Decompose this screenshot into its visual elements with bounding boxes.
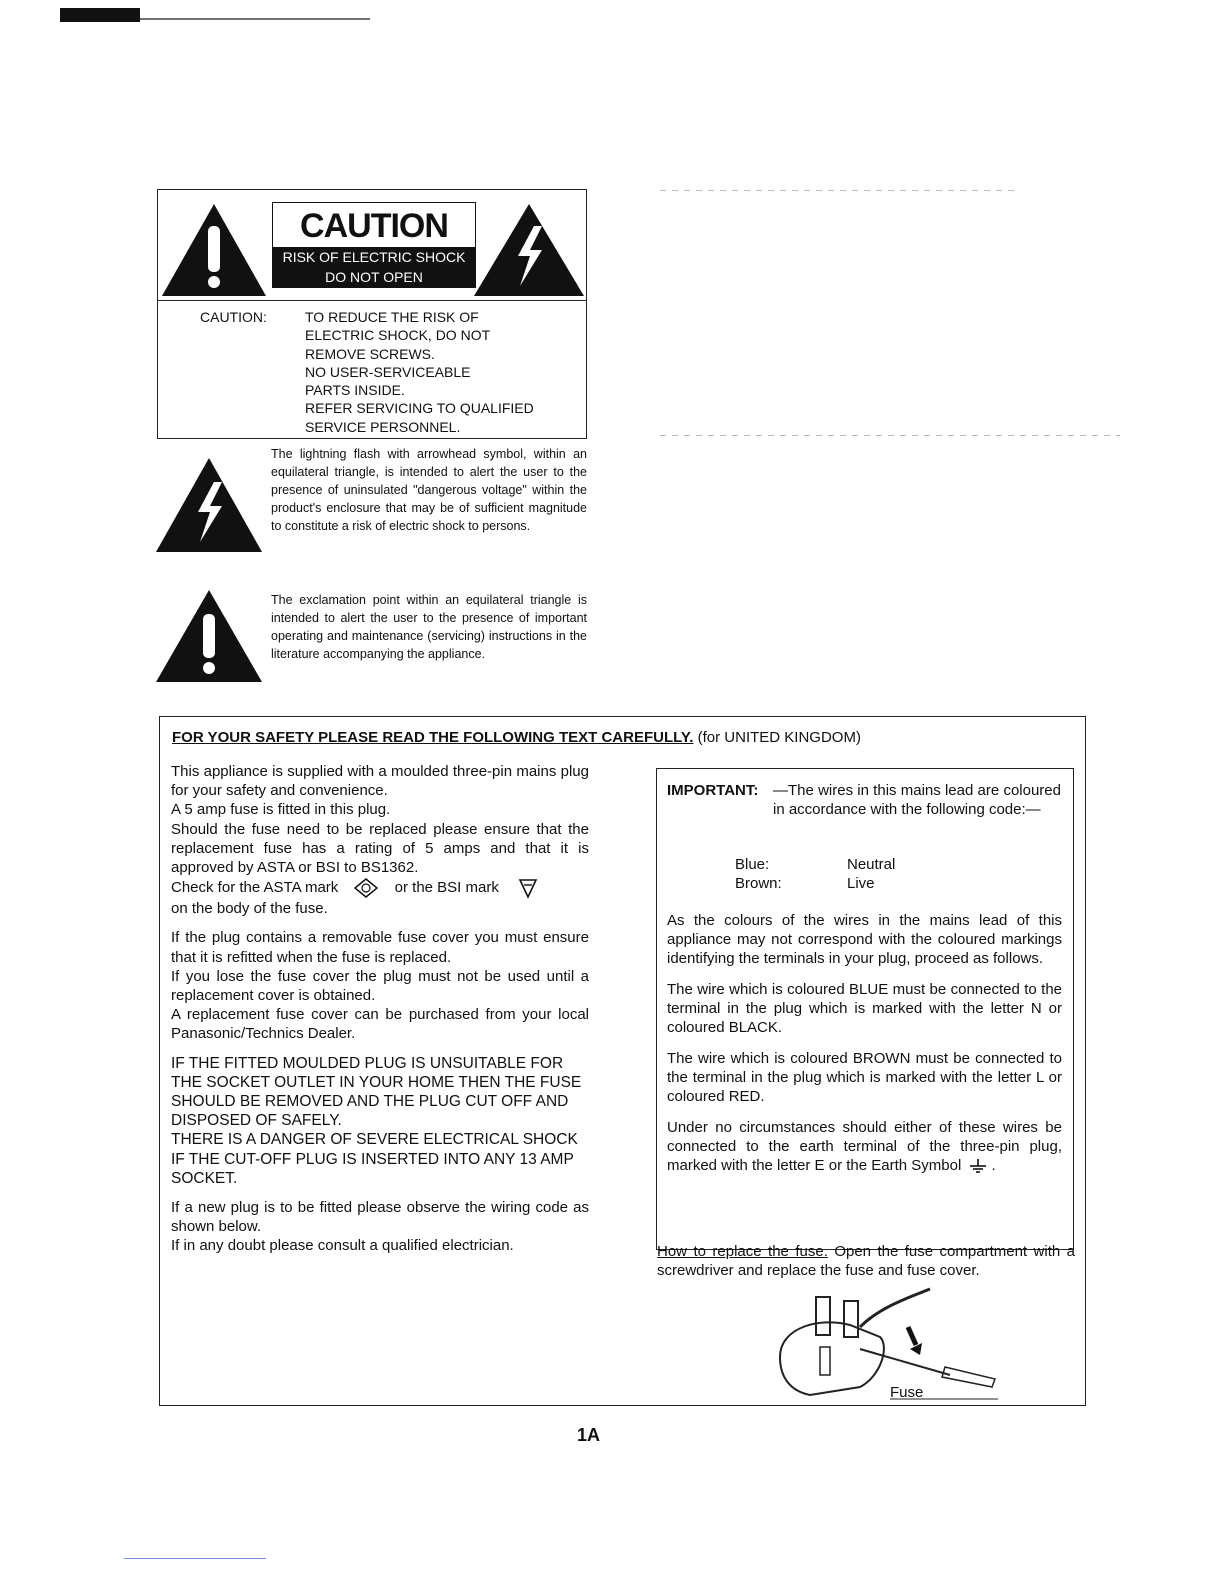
caution-line: PARTS INSIDE. (305, 382, 405, 399)
lightning-triangle-icon (156, 458, 262, 552)
text-line: on the body of the fuse. (171, 900, 328, 918)
paragraph (171, 1198, 589, 1256)
caution-title: CAUTION (300, 207, 448, 245)
page-number: 1A (577, 1425, 601, 1445)
caution-warning-line: RISK OF ELECTRIC SHOCK (282, 249, 466, 265)
text-line: If a new plug is to be fitted please observe the wiring code as shown below. (171, 1199, 589, 1236)
caution-key: CAUTION: (200, 309, 267, 325)
asta-bsi-line (171, 877, 589, 899)
scan-artifact-line (124, 1558, 266, 1559)
text-line: IF THE FITTED MOULDED PLUG IS UNSUITABLE FOR THE SOCKET OUTLET IN YOUR HOME THEN THE FUSE SHOULD BE REMOVED AND THE PLUG CUT OFF AND DISPOSED OF SAFELY. (171, 1054, 582, 1130)
paragraph: The wire which is coloured BLUE must be connected to the terminal in the plug which is marked with the letter N or coloured BLACK. (667, 981, 1062, 1036)
caution-header-row (158, 190, 586, 301)
text-line: A replacement fuse cover can be purchased from your local Panasonic/Technics Dealer. (171, 1006, 589, 1043)
wire-meaning: Live (847, 875, 875, 892)
important-key: IMPORTANT: (667, 782, 759, 799)
uk-safety-heading (172, 729, 861, 746)
text-line: This appliance is supplied with a moulded three-pin mains plug for your safety and convenience. (171, 763, 589, 800)
text-fragment: or the BSI mark (394, 879, 499, 897)
important-wiring-content (667, 781, 1062, 1187)
wire-meaning: Neutral (847, 856, 896, 873)
caution-line: ELECTRIC SHOCK, DO NOT (305, 327, 491, 344)
heading-suffix: (for UNITED KINGDOM) (693, 729, 861, 746)
text-line: If you lose the fuse cover the plug must not be used until a replacement cover is obtained. (171, 967, 589, 1005)
caution-lines (305, 308, 605, 436)
howto-label: How to replace the fuse. (657, 1243, 828, 1260)
text-line: If the plug contains a removable fuse cover you must ensure that it is refitted when the fuse is replaced. (171, 929, 589, 966)
asta-mark-icon (354, 878, 378, 898)
paragraph (667, 1118, 1062, 1175)
wire-colour: Brown: (735, 875, 782, 892)
caution-line: SERVICE PERSONNEL. (305, 418, 461, 435)
caution-warning-band (273, 247, 475, 287)
important-intro (667, 781, 1062, 843)
uk-left-column (171, 762, 589, 1266)
caution-line: NO USER-SERVICEABLE (305, 363, 471, 380)
caution-warning-line: DO NOT OPEN (325, 269, 423, 285)
exclamation-symbol-description: The exclamation point within an equilateral triangle is intended to alert the user to the presence of important operating and maintenance (servicing) instructions in the literature accompanying the appliance. (271, 593, 587, 661)
scan-artifact-bar (60, 8, 140, 22)
scan-artifact-line (140, 18, 370, 20)
paragraph-uppercase (171, 1054, 589, 1188)
caution-line: REFER SERVICING TO QUALIFIED (305, 400, 534, 417)
text-line: Should the fuse need to be replaced please ensure that the replacement fuse has a rating of 5 amps and that it is approved by ASTA or BSI to BS1362. (171, 820, 589, 877)
text-line: THERE IS A DANGER OF SEVERE ELECTRICAL SHOCK IF THE CUT-OFF PLUG IS INSERTED INTO ANY 13 AMP SOCKET. (171, 1131, 578, 1187)
caution-line: REMOVE SCREWS. (305, 345, 435, 362)
important-wiring-box (656, 768, 1074, 1250)
earth-symbol-icon (968, 1158, 988, 1174)
paragraph (171, 928, 589, 1043)
fuse-replacement-instructions (657, 1242, 1075, 1280)
caution-label (272, 202, 476, 288)
lightning-triangle-icon (474, 204, 584, 296)
caution-line: TO REDUCE THE RISK OF (305, 309, 479, 325)
howto-text: Open the fuse compartment with a screwdriver and replace the fuse and fuse cover. (657, 1243, 1075, 1279)
fuse-label: Fuse (890, 1384, 924, 1401)
paragraph: As the colours of the wires in the mains lead of this appliance may not correspond with the coloured markings identifying the terminals in your plug, proceed as follows. (667, 912, 1062, 967)
caution-panel (157, 189, 587, 439)
text-fragment: . (991, 1157, 996, 1174)
text-line: A 5 amp fuse is fitted in this plug. (171, 801, 391, 819)
scan-artifact-dashes (660, 190, 1020, 191)
heading-underlined: FOR YOUR SAFETY PLEASE READ THE FOLLOWING TEXT CAREFULLY. (172, 729, 694, 746)
paragraph: The wire which is coloured BROWN must be connected to the terminal in the plug which is marked with the letter L or coloured RED. (667, 1050, 1062, 1105)
text-line: If in any doubt please consult a qualified electrician. (171, 1237, 514, 1255)
exclamation-triangle-icon (156, 590, 262, 682)
bsi-kitemark-icon (517, 877, 539, 899)
important-intro-text: —The wires in this mains lead are coloured in accordance with the following code:— (773, 782, 1061, 818)
wire-colour-code (667, 855, 1062, 893)
exclamation-triangle-icon (162, 204, 266, 296)
text-fragment: Check for the ASTA mark (171, 879, 339, 897)
lightning-symbol-description: The lightning flash with arrowhead symbol, within an equilateral triangle, is intended to alert the user to the presence of uninsulated "dangerous voltage" within the product's enclosure that may be of sufficient magnitude to constitute a risk of electric shock to persons. (271, 447, 587, 533)
scan-artifact-dashes (660, 435, 1120, 436)
wire-colour: Blue: (735, 856, 770, 873)
paragraph (171, 762, 589, 918)
uk-safety-panel (159, 716, 1086, 1406)
text-fragment: Under no circumstances should either of these wires be connected to the earth terminal of the three-pin plug, marked with the letter E or the Earth Symbol (667, 1119, 1062, 1174)
plug-fuse-illustration (760, 1287, 1000, 1405)
